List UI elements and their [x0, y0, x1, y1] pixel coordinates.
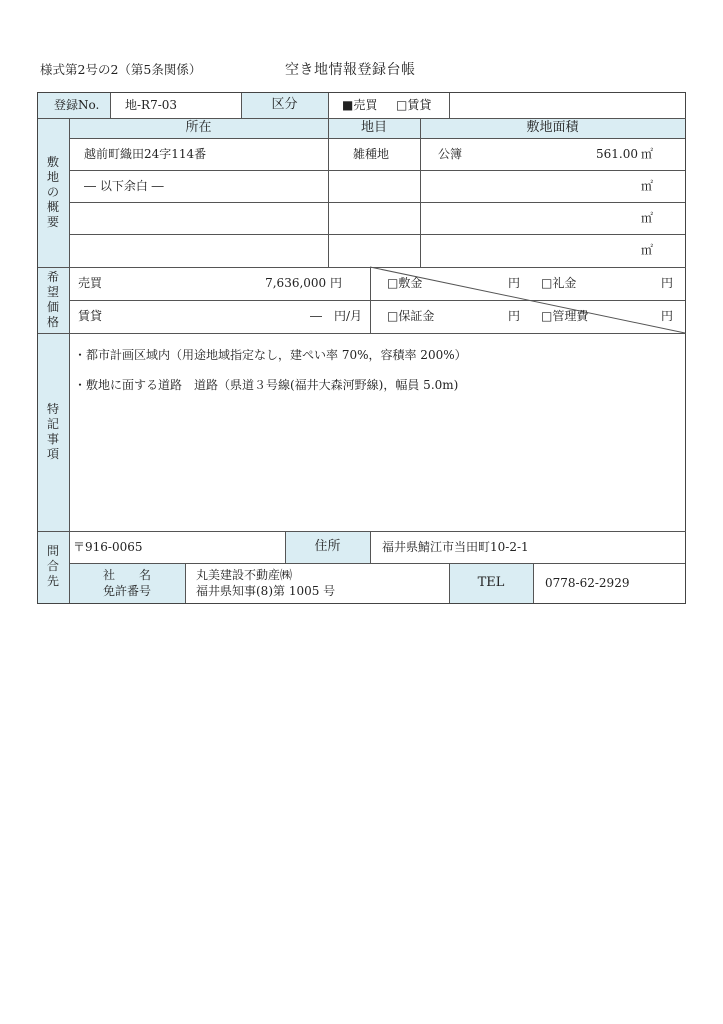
management-fee-checkbox[interactable]: □管理費 [541, 309, 589, 323]
site-row-1-area-label: 公簿 [438, 147, 463, 161]
deposit-checkbox[interactable]: □敷金 [387, 276, 423, 290]
col-location: 所在 [185, 120, 212, 135]
price-rent-value: ― 円/月 [309, 309, 362, 323]
reg-no-value: 地-R7-03 [125, 98, 178, 112]
reg-no-label: 登録No. [54, 98, 100, 112]
price-sale-label: 売買 [78, 276, 103, 290]
option-rent-checkbox[interactable]: □賃貸 [396, 98, 432, 112]
deposit-unit: 円 [508, 276, 521, 290]
price-rent-label: 賃貸 [78, 309, 103, 323]
site-row-4-unit: ㎡ [641, 243, 654, 257]
key-money-checkbox[interactable]: □礼金 [541, 276, 577, 290]
address-label: 住所 [314, 539, 341, 554]
management-fee-unit: 円 [661, 309, 674, 323]
security-deposit-checkbox[interactable]: □保証金 [387, 309, 435, 323]
license-number-label: 免許番号 [102, 584, 151, 598]
site-row-1-location: 越前町織田24字114番 [84, 147, 207, 161]
postal-code: 〒916-0065 [73, 540, 143, 554]
site-row-1-land-type: 雑種地 [353, 147, 390, 161]
security-deposit-unit: 円 [508, 309, 521, 323]
document-title: 空き地情報登録台帳 [285, 62, 416, 78]
site-row-1-unit: ㎡ [641, 147, 654, 161]
license-number-value: 福井県知事(8)第 1005 号 [196, 584, 336, 598]
option-sale-checkbox[interactable]: ■売買 [342, 98, 378, 112]
col-land-type: 地目 [360, 120, 387, 135]
site-row-2-unit: ㎡ [641, 179, 654, 193]
price-section-label: 希 望 価 格 [46, 270, 59, 329]
price-sale-value: 7,636,000 円 [265, 276, 342, 290]
category-label: 区分 [271, 97, 298, 112]
remark-item-1: ・都市計画区域内（用途地域指定なし，建ぺい率 70%，容積率 200%） [74, 348, 467, 362]
company-name-label: 社 名 [102, 568, 151, 582]
address-value: 福井県鯖江市当田町10-2-1 [382, 540, 529, 554]
key-money-unit: 円 [661, 276, 674, 290]
contact-section-label: 問 合 先 [46, 544, 59, 588]
site-row-3-unit: ㎡ [641, 211, 654, 225]
tel-label: TEL [477, 575, 505, 590]
site-row-1-area-value: 561.00 [596, 147, 638, 161]
company-name-value: 丸美建設不動産㈱ [196, 568, 293, 582]
remarks-section-label: 特 記 事 項 [46, 402, 59, 461]
form-number: 様式第2号の2（第5条関係） [40, 62, 202, 77]
tel-value: 0778-62-2929 [545, 576, 630, 590]
site-row-2-location: ― 以下余白 ― [84, 179, 164, 193]
site-section-label: 敷 地 の 概 要 [46, 155, 59, 229]
col-area: 敷地面積 [526, 120, 579, 135]
remark-item-2: ・敷地に面する道路 道路（県道３号線(福井大森河野線)，幅員 5.0m) [74, 378, 459, 392]
